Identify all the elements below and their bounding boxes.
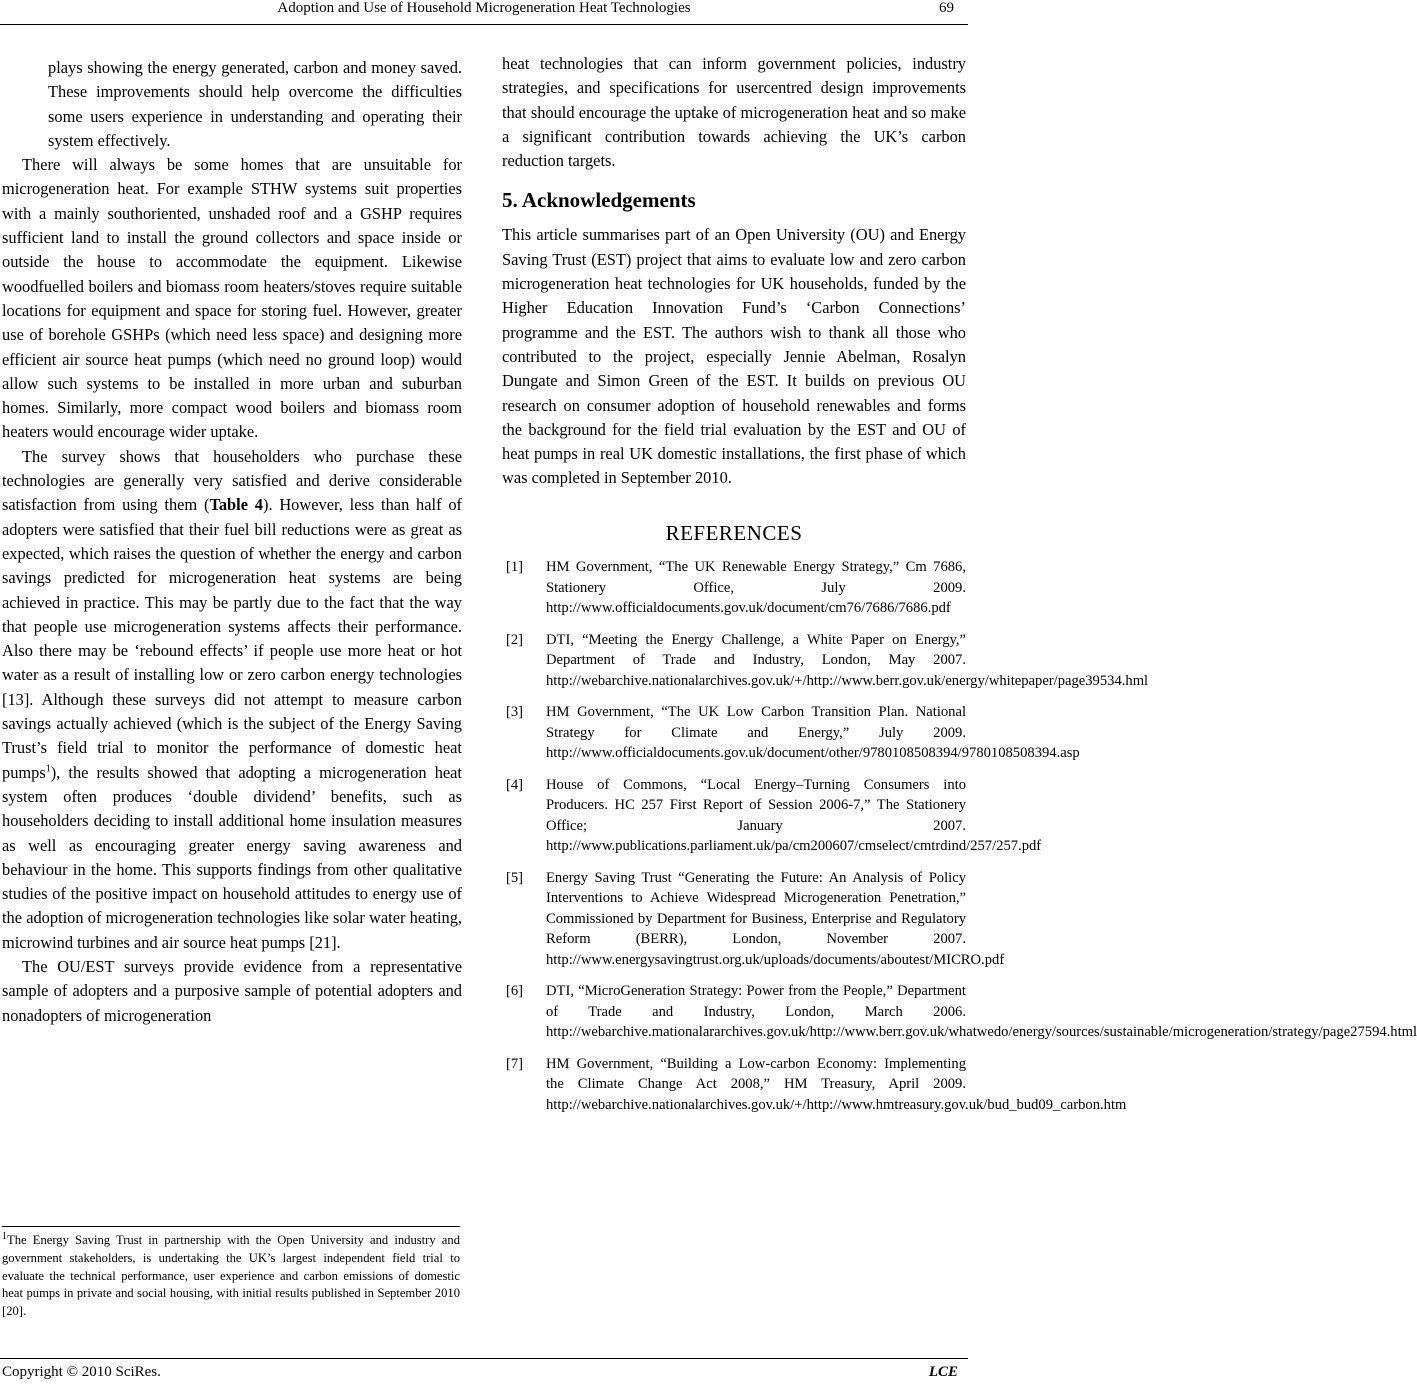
paragraph-evidence: The OU/EST surveys provide evidence from a representative sample of adopters and a purposive sample of potential adopters and nonadopters of microgeneration xyxy=(2,956,462,1025)
reference-item xyxy=(502,702,1080,764)
footer-divider xyxy=(0,1358,968,1359)
reference-text: HM Government, “The UK Renewable Energy Strategy,” Cm 7686, Stationery Office, July 2009. http://www.officialdocuments.gov.uk/document/cm76/7686/7686.pdf xyxy=(546,559,966,617)
running-header xyxy=(0,0,968,24)
reference-item xyxy=(502,557,966,619)
paragraph-text: ), the results showed that adopting a microgeneration heat system often produces ‘double dividend’ benefits, such as householders deciding to install additional home insulation measures as well as encouraging greater energy saving awareness and behaviour in the home. This supports findings from other qualitative studies of the positive impact on household attitudes to energy use of the adoption of microgeneration technologies like solar water heating, microwind turbines and air source heat pumps [21]. xyxy=(2,762,462,952)
footnote-marker[interactable]: 1 xyxy=(45,763,51,775)
journal-abbreviation: LCE xyxy=(928,1364,958,1380)
reference-text: Energy Saving Trust “Generating the Future: An Analysis of Policy Interventions to Achieve Widespread Microgeneration Penetration,” Commissioned by Department for Business, Enterprise and Regulatory Reform (BERR), London, November 2007. http://www.energysavingtrust.org.uk/uploads/documents/aboutest/MICRO.pdf xyxy=(546,869,1005,968)
reference-text: HM Government, “The UK Low Carbon Transition Plan. National Strategy for Climate and Energy,” July 2009. http://www.officialdocuments.gov.uk/document/other/9780108508394/9780108508394.asp xyxy=(546,704,1080,762)
reference-text: DTI, “MicroGeneration Strategy: Power from the People,” Department of Trade and Industry, London, March 2006. http://webarchive.mationalararchives.gov.uk/http://www.berr.gov.uk/whatwedo/energy/sources/sustainable/microgeneration/strategy/page27594.html xyxy=(546,983,1417,1041)
running-title: Adoption and Use of Household Microgeneration Heat Technologies xyxy=(277,0,691,16)
reference-text: House of Commons, “Local Energy–Turning Consumers into Producers. HC 257 First Report of Session 2006-7,” The Stationery Office; January 2007. http://www.publications.parliament.uk/pa/cm200607/cmselect/cmtrdind/257/257.pdf xyxy=(546,776,1042,855)
acknowledgements-text: This article summarises part of an Open University (OU) and Energy Saving Trust (EST) project that aims to evaluate low and zero carbon microgeneration heat technologies for UK households, funded by the Higher Education Innovation Fund’s ‘Carbon Connections’ programme and the EST. The authors wish to thank all those who contributed to the project, especially Jennie Abelman, Rosalyn Dungate and Simon Green of the EST. It builds on previous OU research on consumer adoption of household renewables and forms the background for the field trial evaluation by the EST and OU of heat pumps in real UK domestic installations, the first phase of which was completed in September 2010. xyxy=(502,225,966,488)
reference-item xyxy=(502,1054,1127,1116)
left-column xyxy=(2,56,462,1028)
paragraph-continued: heat technologies that can inform government policies, industry strategies, and specifications for usercentred design improvements that should encourage the uptake of microgeneration heat and so make a significant contribution towards achieving the UK’s carbon reduction targets. xyxy=(502,54,966,171)
acknowledgements-heading: 5. Acknowledgements xyxy=(502,188,696,213)
footnote-divider xyxy=(2,1226,460,1227)
reference-number: [7] xyxy=(506,1055,524,1072)
table-reference[interactable]: Table 4 xyxy=(209,495,263,515)
page-number: 69 xyxy=(939,0,954,16)
paragraph-unsuitable-homes: There will always be some homes that are unsuitable for microgeneration heat. For example STHW systems suit properties with a mainly southoriented, unshaded roof and a GSHP requires sufficient land to install the ground collectors and space inside or outside the house to accommodate the equipment. Likewise woodfuelled boilers and biomass room heaters/stoves require suitable locations for equipment and space for storing fuel. However, greater use of borehole GSHPs (which need less space) and designing more efficient air source heat pumps (which need no ground loop) would allow such systems to be installed in more urban and suburban homes. Similarly, more compact wood boilers and biomass room heaters would encourage wider uptake. xyxy=(2,155,462,442)
reference-number: [3] xyxy=(506,704,524,721)
reference-number: [1] xyxy=(506,559,524,576)
references-heading: REFERENCES xyxy=(665,520,803,545)
reference-item xyxy=(502,630,1149,692)
reference-number: [4] xyxy=(506,776,524,793)
reference-item xyxy=(502,981,1417,1043)
footnote-number: 1 xyxy=(2,1230,7,1242)
reference-text: DTI, “Meeting the Energy Challenge, a White Paper on Energy,” Department of Trade and Industry, London, May 2007. http://webarchive.nationalarchives.gov.uk/+/http://www.berr.gov.uk/energy/whitepaper/page39534.hml xyxy=(546,631,1149,689)
reference-number: [2] xyxy=(506,631,524,648)
reference-number: [6] xyxy=(506,983,524,1000)
footnote-text: The Energy Saving Trust in partnership with the Open University and industry and government stakeholders, is undertaking the UK’s largest independent field trial to evaluate the technical performance, user experience and carbon emissions of domestic heat pumps in private and social housing, with initial results published in September 2010 [20]. xyxy=(2,1233,460,1319)
paragraph-text: ). However, less than half of adopters were satisfied that their fuel bill reductions were as great as expected, which raises the question of whether the energy and carbon savings predicted for microgeneration heat systems are being achieved in practice. This may be partly due to the fact that the way that people use microgeneration systems affects their performance. Also there may be ‘rebound effects’ if people use more heat or hot water as a result of installing low or zero carbon energy technologies [13]. Although these surveys did not attempt to measure carbon savings actually achieved (which is the subject of the Energy Saving Trust’s field trial to monitor the performance of domestic heat pumps xyxy=(2,495,462,782)
reference-list xyxy=(502,557,1417,1115)
header-divider xyxy=(0,24,968,25)
right-column xyxy=(502,52,1417,1126)
reference-item xyxy=(502,775,1042,857)
reference-item xyxy=(502,868,1005,971)
footnote xyxy=(2,1232,460,1321)
reference-text: HM Government, “Building a Low-carbon Economy: Implementing the Climate Change Act 2008,” HM Treasury, April 2009. http://webarchive.nationalarchives.gov.uk/+/http://www.hmtreasury.gov.uk/bud_bud09_carbon.htm xyxy=(546,1055,1127,1113)
reference-number: [5] xyxy=(506,869,524,886)
continued-list-item: plays showing the energy generated, carbon and money saved. These improvements should help overcome the difficulties some users experience in understanding and operating their system effectively. xyxy=(48,58,462,150)
paragraph-text: The survey shows that householders who purchase these technologies are generally very satisfied and derive considerable satisfaction from using them ( xyxy=(2,446,462,515)
paragraph-survey-results xyxy=(2,445,462,955)
copyright-notice: Copyright © 2010 SciRes. xyxy=(2,1364,161,1380)
